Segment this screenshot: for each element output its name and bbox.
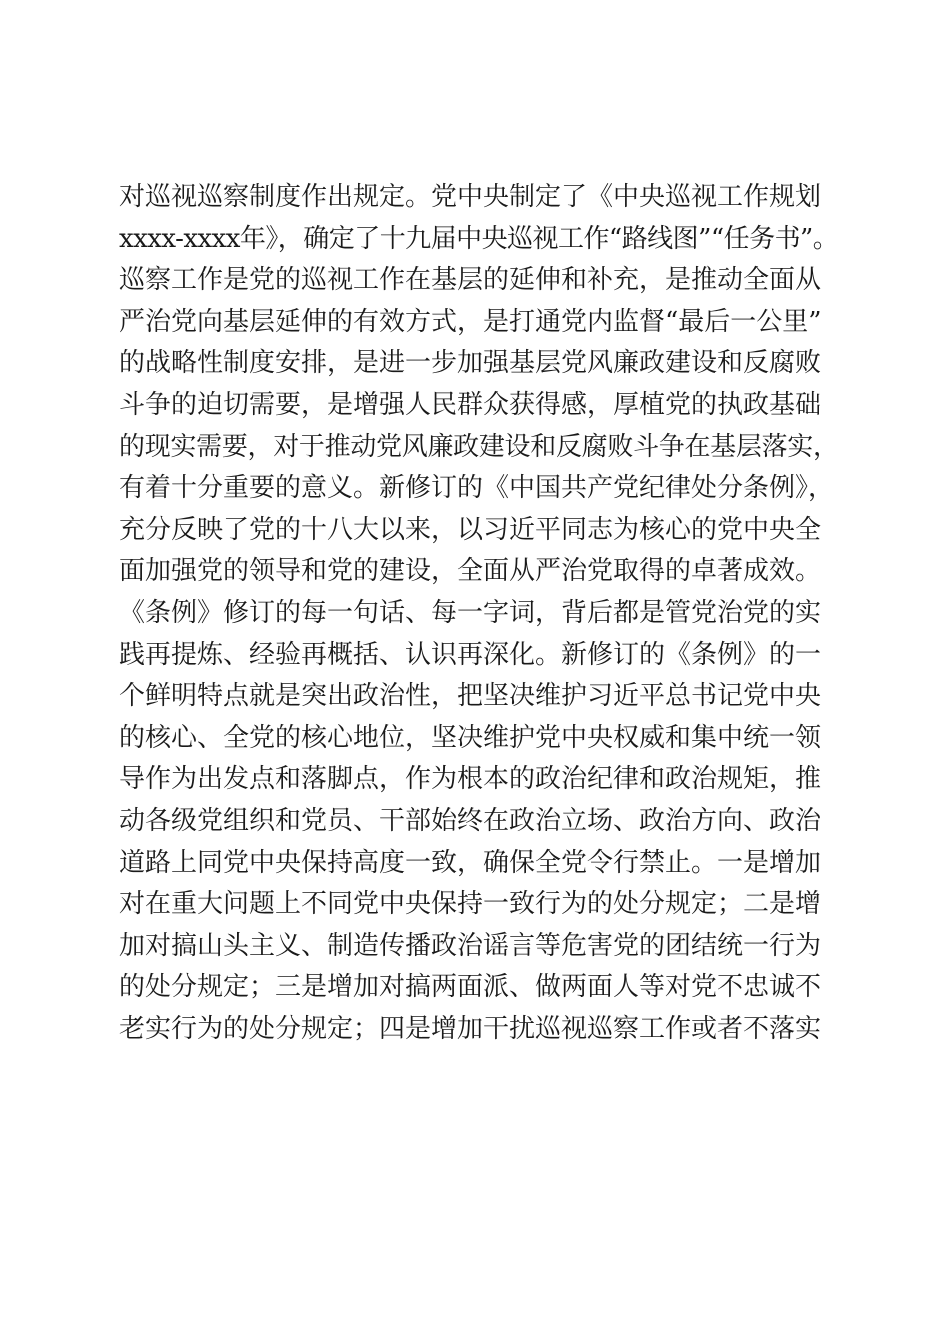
text-line: 老实行为的处分规定；四是增加干扰巡视巡察工作或者不落实: [119, 1013, 822, 1044]
text-line: 严治党向基层延伸的有效方式，是打通党内监督“最后一公里”: [119, 306, 822, 337]
text-line: 的处分规定；三是增加对搞两面派、做两面人等对党不忠诚不: [119, 972, 822, 1003]
text-line: 有着十分重要的意义。新修订的《中国共产党纪律处分条例》，: [119, 473, 835, 504]
text-line: 践再提炼、经验再概括、认识再深化。新修订的《条例》的一: [119, 639, 822, 670]
text-line: 对巡视巡察制度作出规定。党中央制定了《中央巡视工作规划: [119, 182, 822, 212]
text-line: xxxx-xxxx年》，确定了十九届中央巡视工作“路线图”“任务书”。: [119, 223, 839, 254]
text-line: 动各级党组织和党员、干部始终在政治立场、政治方向、政治: [119, 805, 822, 836]
text-line: 《条例》修订的每一句话、每一字词，背后都是管党治党的实: [119, 597, 822, 628]
text-line: 的战略性制度安排，是进一步加强基层党风廉政建设和反腐败: [119, 348, 822, 379]
body-text: [119, 177, 839, 1050]
text-line: 对在重大问题上不同党中央保持一致行为的处分规定；二是增: [119, 889, 822, 920]
text-line: 斗争的迫切需要，是增强人民群众获得感，厚植党的执政基础: [119, 389, 822, 420]
text-line: 道路上同党中央保持高度一致，确保全党令行禁止。一是增加: [119, 847, 822, 878]
text-line: 的现实需要，对于推动党风廉政建设和反腐败斗争在基层落实，: [119, 431, 839, 462]
text-line: 充分反映了党的十八大以来，以习近平同志为核心的党中央全: [119, 514, 822, 545]
text-line: 面加强党的领导和党的建设，全面从严治党取得的卓著成效。: [119, 556, 822, 587]
text-line: 巡察工作是党的巡视工作在基层的延伸和补充，是推动全面从: [119, 265, 822, 296]
text-line: 导作为出发点和落脚点，作为根本的政治纪律和政治规矩，推: [119, 764, 822, 795]
text-line: 个鲜明特点就是突出政治性，把坚决维护习近平总书记党中央: [119, 681, 822, 712]
text-line: 加对搞山头主义、制造传播政治谣言等危害党的团结统一行为: [119, 930, 822, 961]
text-line: 的核心、全党的核心地位，坚决维护党中央权威和集中统一领: [119, 722, 822, 753]
